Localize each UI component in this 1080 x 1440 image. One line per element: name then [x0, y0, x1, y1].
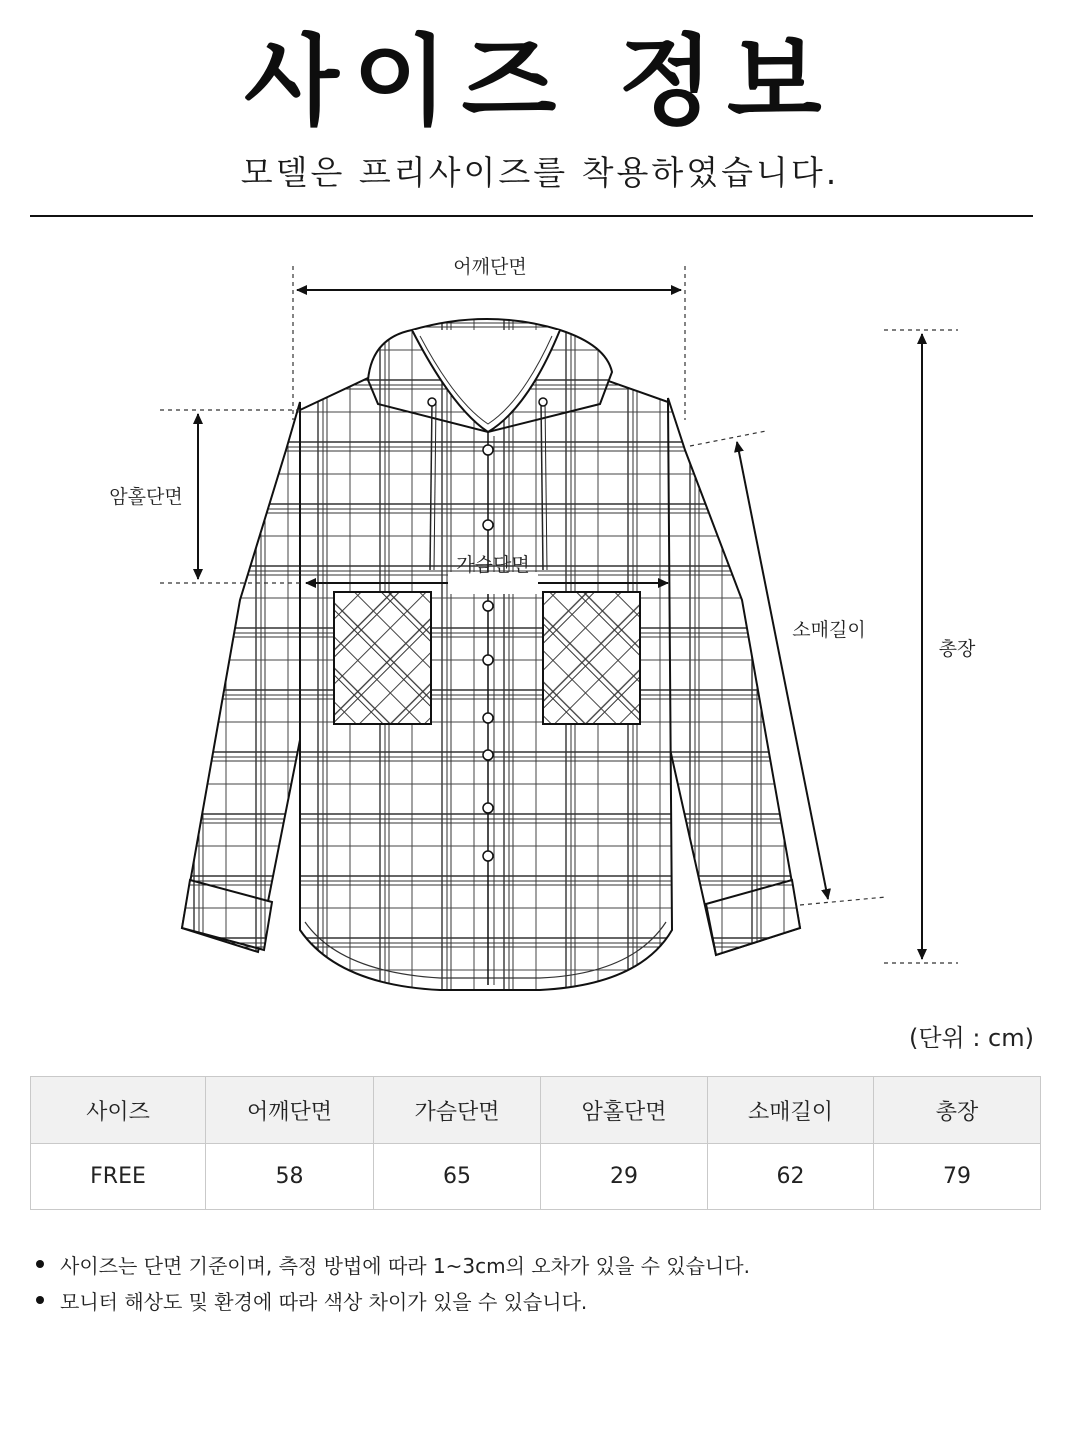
- notes-list: [36, 1246, 1036, 1318]
- size-diagram: [0, 240, 1080, 1020]
- table-header-cell: 어깨단면: [206, 1077, 374, 1143]
- table-row: [31, 1144, 1040, 1209]
- list-item: [36, 1282, 1036, 1318]
- table-header-cell: 가슴단면: [374, 1077, 541, 1143]
- list-item: [36, 1246, 1036, 1282]
- left-sleeve: [182, 402, 300, 952]
- right-sleeve: [668, 398, 800, 955]
- table-header-row: [31, 1077, 1040, 1144]
- left-pocket: [334, 592, 431, 724]
- page-subtitle: 모델은 프리사이즈를 착용하였습니다.: [240, 153, 840, 192]
- unit-label: (단위 : cm): [908, 1024, 1034, 1052]
- note-text: 사이즈는 단면 기준이며, 측정 방법에 따라 1~3cm의 오차가 있을 수 있습니다.: [60, 1253, 750, 1278]
- armhole-label: 암홀단면: [109, 486, 183, 508]
- sleeve-label: 소매길이: [792, 619, 866, 641]
- table-header-cell: 소매길이: [708, 1077, 874, 1143]
- table-cell: 62: [708, 1144, 874, 1209]
- chest-label: 가슴단면: [456, 554, 530, 576]
- page-title: 사이즈 정보: [244, 25, 836, 139]
- note-text: 모니터 해상도 및 환경에 따라 색상 차이가 있을 수 있습니다.: [60, 1289, 588, 1314]
- shoulder-label: 어깨단면: [453, 256, 527, 278]
- table-cell: 58: [206, 1144, 374, 1209]
- table-header-cell: 총장: [935, 1099, 979, 1125]
- table-header-cell: 암홀단면: [541, 1077, 708, 1143]
- table-cell: 29: [541, 1144, 708, 1209]
- header-divider: [30, 215, 1033, 217]
- table-cell: 65: [374, 1144, 541, 1209]
- right-pocket: [543, 592, 640, 724]
- bullet-icon: [36, 1260, 44, 1268]
- length-label: 총장: [938, 638, 976, 660]
- bullet-icon: [36, 1296, 44, 1304]
- size-table: [30, 1076, 1041, 1210]
- table-cell: 79: [943, 1164, 971, 1189]
- table-header-cell: 사이즈: [31, 1077, 206, 1143]
- table-cell: FREE: [31, 1144, 206, 1209]
